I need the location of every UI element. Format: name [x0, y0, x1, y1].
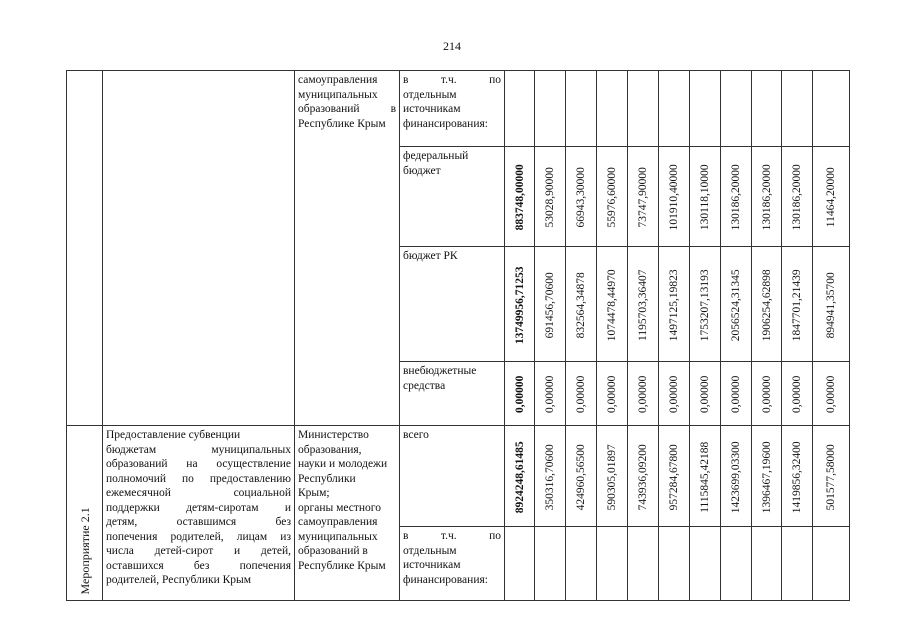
year-value: 73747,90000 — [636, 167, 649, 228]
sources-label-line: отдельным — [403, 88, 457, 101]
value-cell — [752, 426, 782, 527]
year-value: 66943,30000 — [574, 167, 587, 228]
year-value: 350316,70600 — [543, 444, 556, 511]
responsible-line: образований в — [298, 103, 396, 115]
federal-budget-label: федеральный бюджет — [400, 147, 505, 247]
value-cell — [628, 247, 659, 362]
year-value: 0,00000 — [790, 375, 803, 413]
sources-label: в т.ч. по — [403, 74, 501, 86]
value-cell — [597, 247, 628, 362]
year-value: 743936,09200 — [636, 444, 649, 511]
value-cell — [659, 426, 690, 527]
year-value: 0,00000 — [667, 375, 680, 413]
year-value: 0,00000 — [605, 375, 618, 413]
total-value: 13749956,71253 — [513, 266, 526, 345]
value-cell — [505, 247, 535, 362]
year-value: 1753207,13193 — [698, 269, 711, 342]
value-cell — [566, 426, 597, 527]
year-value: 1115845,42188 — [698, 441, 711, 513]
year-value: 101910,40000 — [667, 164, 680, 231]
year-value: 424960,56500 — [574, 444, 587, 511]
year-value: 130186,20000 — [760, 164, 773, 231]
value-cell — [690, 147, 721, 247]
year-value: 1195703,36407 — [636, 269, 649, 341]
year-value: 691456,70600 — [543, 272, 556, 339]
sources-label-line: источникам — [403, 103, 461, 115]
value-cell — [535, 426, 566, 527]
value-cell — [597, 147, 628, 247]
measure-label: Мероприятие 2.1 — [77, 506, 92, 594]
year-value: 1396467,19600 — [760, 441, 773, 514]
value-cell — [721, 426, 752, 527]
value-cell — [535, 362, 566, 426]
value-cell — [813, 426, 850, 527]
year-value: 0,00000 — [729, 375, 742, 413]
value-cell — [566, 147, 597, 247]
value-cell — [813, 362, 850, 426]
year-value: 2056524,31345 — [729, 269, 742, 342]
value-cell — [659, 147, 690, 247]
value-cell — [566, 247, 597, 362]
year-value: 53028,90000 — [543, 167, 556, 228]
value-cell — [659, 362, 690, 426]
year-value: 590305,01897 — [605, 444, 618, 511]
extra-budget-label: внебюджетные средства — [400, 362, 505, 426]
total-value: 8924248,61485 — [513, 441, 526, 514]
year-value: 0,00000 — [543, 375, 556, 413]
measure-total-row — [67, 426, 850, 527]
value-cell — [782, 147, 813, 247]
upper-description-cell — [103, 71, 295, 426]
rk-budget-label: бюджет РК — [400, 247, 505, 362]
value-cell — [690, 247, 721, 362]
value-cell — [628, 362, 659, 426]
responsible-line: самоуправления — [298, 74, 378, 86]
year-value: 501577,58000 — [824, 444, 837, 511]
value-cell — [566, 362, 597, 426]
lower-sources-label-cell: в т.ч. по отдельным источникам финансирования: — [400, 527, 505, 601]
value-cell — [505, 147, 535, 247]
upper-measure-cell — [67, 71, 103, 426]
value-cell — [597, 426, 628, 527]
year-value: 55976,60000 — [605, 167, 618, 228]
upper-responsible-cell — [295, 71, 400, 426]
year-value: 1906254,62898 — [760, 269, 773, 342]
year-value: 1847701,21439 — [790, 269, 803, 342]
value-cell — [721, 247, 752, 362]
value-cell — [752, 362, 782, 426]
year-value: 11464,20000 — [824, 167, 837, 228]
year-value: 130186,20000 — [729, 164, 742, 231]
responsible-line: Республике Крым — [298, 117, 386, 130]
value-cell — [505, 362, 535, 426]
value-cell — [752, 247, 782, 362]
value-cell — [782, 247, 813, 362]
value-cell — [782, 362, 813, 426]
value-cell — [659, 247, 690, 362]
sources-label-line: финансирования: — [403, 117, 488, 130]
total-label: всего — [403, 429, 429, 441]
year-value: 0,00000 — [698, 375, 711, 413]
year-value: 130186,20000 — [790, 164, 803, 231]
value-cell — [782, 426, 813, 527]
year-value: 832564,34878 — [574, 272, 587, 339]
year-value: 0,00000 — [636, 375, 649, 413]
year-value: 1423699,03300 — [729, 441, 742, 514]
year-value: 957284,67800 — [667, 444, 680, 511]
measure-description-cell: Предоставление субвенции бюджетам муниципальных образований на осуществление полномочий по предоставлению ежемесячной социальной поддержки детям-сиротам и детям, оставшимся без попечения родителей, лицам из числа детей-сирот и детей, оставшихся без попечения родителей, Республики Крым — [103, 426, 295, 601]
year-value: 0,00000 — [760, 375, 773, 413]
measure-label-cell — [67, 426, 103, 601]
responsible-line: муниципальных — [298, 88, 378, 101]
value-cell — [813, 247, 850, 362]
page-number: 214 — [443, 39, 461, 53]
measure-responsible-cell: Министерство образования, науки и молодежи Республики Крым; органы местного самоуправления муниципальных образований в Республике Крым — [295, 426, 400, 601]
value-cell — [597, 362, 628, 426]
year-value: 1419856,32400 — [790, 441, 803, 514]
upper-sources-row — [67, 71, 850, 147]
value-cell — [535, 147, 566, 247]
total-label-cell — [400, 426, 505, 527]
year-value: 1074478,44970 — [605, 269, 618, 342]
value-cell — [813, 147, 850, 247]
value-cell — [535, 247, 566, 362]
total-value: 0,00000 — [513, 375, 526, 413]
value-cell — [721, 147, 752, 247]
value-cell — [752, 147, 782, 247]
value-cell — [505, 426, 535, 527]
total-value: 883748,00000 — [513, 164, 526, 231]
sources-label-cell — [400, 71, 505, 147]
value-cell — [690, 426, 721, 527]
financing-table — [66, 70, 850, 601]
value-cell — [628, 426, 659, 527]
year-value: 1497125,19823 — [667, 269, 680, 342]
value-cell — [628, 147, 659, 247]
year-value: 130118,10000 — [698, 164, 711, 231]
year-value: 0,00000 — [824, 375, 837, 413]
year-value: 894941,35700 — [824, 272, 837, 339]
value-cell — [721, 362, 752, 426]
year-value: 0,00000 — [574, 375, 587, 413]
value-cell — [690, 362, 721, 426]
